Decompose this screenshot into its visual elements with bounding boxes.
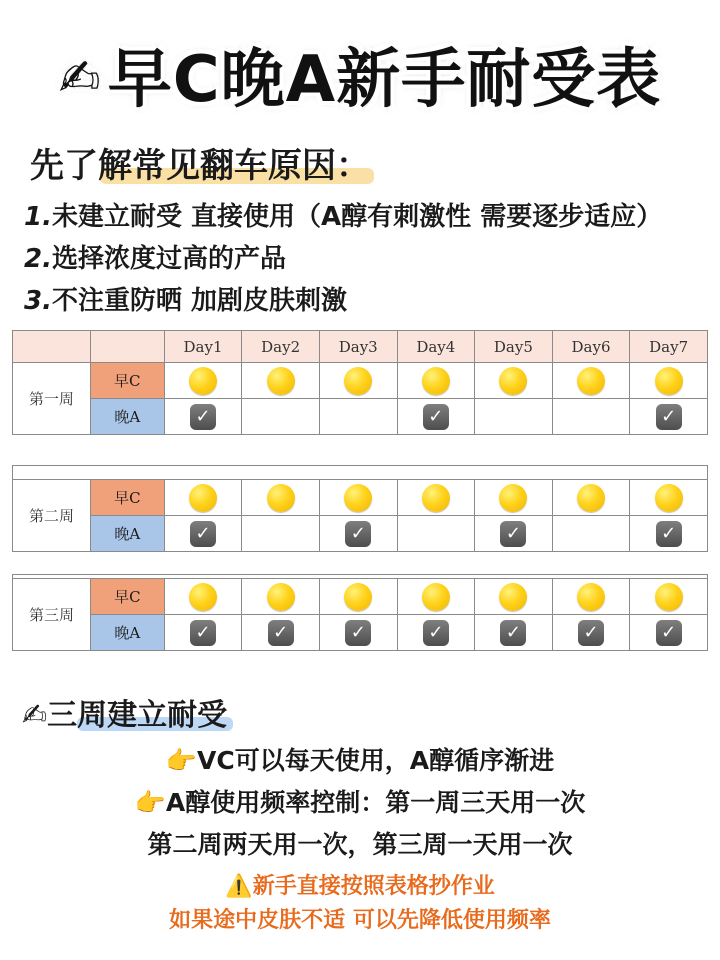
sun-icon: [577, 367, 605, 395]
checkmark-icon: ✓: [190, 404, 216, 430]
checkmark-icon: ✓: [656, 404, 682, 430]
checkmark-icon: ✓: [345, 521, 371, 547]
morning-row: [13, 480, 708, 516]
day-cell: [397, 615, 475, 651]
reason-item: [24, 196, 662, 238]
tip-line: 👉A醇使用频率控制：第一周三天用一次: [134, 788, 586, 817]
day-cell: [475, 516, 553, 552]
day-cell: [552, 363, 630, 399]
checkmark-icon: ✓: [268, 620, 294, 646]
page-title: [59, 28, 661, 120]
day-cell: [319, 579, 397, 615]
reason-number: 2.: [24, 244, 52, 274]
day-cell: [319, 399, 397, 435]
tolerance-heading: [22, 690, 227, 734]
day-header: Day7: [630, 331, 708, 363]
tolerance-heading-text: 三周建立耐受: [47, 698, 228, 733]
day-header-row: [13, 331, 708, 363]
day-header: Day6: [552, 331, 630, 363]
day-cell: [319, 480, 397, 516]
day-cell: [630, 615, 708, 651]
tip-line: 第二周两天用一次，第三周一天用一次: [147, 830, 573, 859]
day-cell: [397, 579, 475, 615]
sun-icon: [499, 583, 527, 611]
day-cell: [164, 363, 242, 399]
reasons-list: [24, 196, 662, 322]
evening-label: 晚A: [90, 399, 164, 435]
day-cell: [319, 516, 397, 552]
evening-row: [13, 516, 708, 552]
day-cell: [242, 363, 320, 399]
reason-text: 未建立耐受 直接使用（A醇有刺激性 需要逐步适应）: [51, 202, 663, 232]
day-cell: [319, 363, 397, 399]
sun-icon: [267, 484, 295, 512]
sun-icon: [422, 367, 450, 395]
checkmark-icon: ✓: [423, 404, 449, 430]
day-cell: [630, 399, 708, 435]
sun-icon: [655, 367, 683, 395]
sun-icon: [344, 484, 372, 512]
sun-icon: [422, 583, 450, 611]
day-header: Day4: [397, 331, 475, 363]
schedule-table-week2: [12, 465, 708, 552]
day-cell: [397, 363, 475, 399]
day-cell: [164, 399, 242, 435]
day-cell: [397, 399, 475, 435]
warning-line: ⚠️新手直接按照表格抄作业: [225, 874, 495, 899]
sun-icon: [655, 583, 683, 611]
week-label: 第三周: [13, 579, 91, 651]
sun-icon: [422, 484, 450, 512]
checkmark-icon: ✓: [656, 620, 682, 646]
reason-item: [24, 280, 662, 322]
day-header: Day1: [164, 331, 242, 363]
day-cell: [552, 615, 630, 651]
day-cell: [630, 480, 708, 516]
day-cell: [552, 399, 630, 435]
sun-icon: [499, 367, 527, 395]
sun-icon: [499, 484, 527, 512]
day-cell: [475, 615, 553, 651]
sun-icon: [189, 484, 217, 512]
checkmark-icon: ✓: [190, 521, 216, 547]
morning-row: [13, 363, 708, 399]
checkmark-icon: ✓: [578, 620, 604, 646]
morning-label: 早C: [90, 363, 164, 399]
schedule-table-week3: [12, 574, 708, 651]
evening-row: [13, 615, 708, 651]
day-cell: [242, 399, 320, 435]
writing-hand-icon: ✍: [22, 698, 48, 733]
day-cell: [242, 480, 320, 516]
day-cell: [475, 363, 553, 399]
checkmark-icon: ✓: [656, 521, 682, 547]
day-cell: [397, 480, 475, 516]
reason-item: [24, 238, 662, 280]
writing-hand-icon: ✍: [58, 49, 102, 107]
day-cell: [242, 516, 320, 552]
evening-row: [13, 399, 708, 435]
day-header: Day3: [319, 331, 397, 363]
tip-line: 👉VC可以每天使用，A醇循序渐进: [165, 746, 555, 775]
title-bar: [0, 28, 720, 120]
sun-icon: [267, 583, 295, 611]
sun-icon: [344, 583, 372, 611]
sun-icon: [577, 484, 605, 512]
day-cell: [164, 579, 242, 615]
tips-block: [0, 740, 720, 866]
day-cell: [552, 516, 630, 552]
evening-label: 晚A: [90, 615, 164, 651]
day-cell: [552, 480, 630, 516]
day-cell: [319, 615, 397, 651]
checkmark-icon: ✓: [500, 620, 526, 646]
morning-label: 早C: [90, 480, 164, 516]
sun-icon: [344, 367, 372, 395]
day-cell: [475, 579, 553, 615]
reason-text: 不注重防晒 加剧皮肤刺激: [51, 286, 348, 316]
day-cell: [397, 516, 475, 552]
reasons-heading-text: 先了解常见翻车原因：: [30, 146, 370, 186]
sun-icon: [655, 484, 683, 512]
spacer-row: [13, 466, 708, 480]
morning-row: [13, 579, 708, 615]
day-header: Day5: [475, 331, 553, 363]
day-cell: [630, 363, 708, 399]
checkmark-icon: ✓: [500, 521, 526, 547]
week-label: 第一周: [13, 363, 91, 435]
day-cell: [475, 480, 553, 516]
day-cell: [164, 480, 242, 516]
reasons-heading: [30, 138, 370, 187]
reason-text: 选择浓度过高的产品: [51, 244, 286, 274]
day-cell: [242, 615, 320, 651]
checkmark-icon: ✓: [345, 620, 371, 646]
day-header: Day2: [242, 331, 320, 363]
checkmark-icon: ✓: [190, 620, 216, 646]
day-cell: [242, 579, 320, 615]
morning-label: 早C: [90, 579, 164, 615]
evening-label: 晚A: [90, 516, 164, 552]
day-cell: [164, 615, 242, 651]
week-label: 第二周: [13, 480, 91, 552]
sun-icon: [189, 367, 217, 395]
checkmark-icon: ✓: [423, 620, 449, 646]
warning-line: 如果途中皮肤不适 可以先降低使用频率: [169, 908, 551, 933]
day-cell: [475, 399, 553, 435]
schedule-table-week1: [12, 330, 708, 435]
day-cell: [630, 579, 708, 615]
warning-block: [0, 870, 720, 938]
reason-number: 1.: [24, 202, 52, 232]
sun-icon: [267, 367, 295, 395]
day-cell: [630, 516, 708, 552]
sun-icon: [189, 583, 217, 611]
page-title-text: 早C晚A新手耐受表: [107, 43, 662, 117]
sun-icon: [577, 583, 605, 611]
day-cell: [164, 516, 242, 552]
reason-number: 3.: [24, 286, 52, 316]
day-cell: [552, 579, 630, 615]
